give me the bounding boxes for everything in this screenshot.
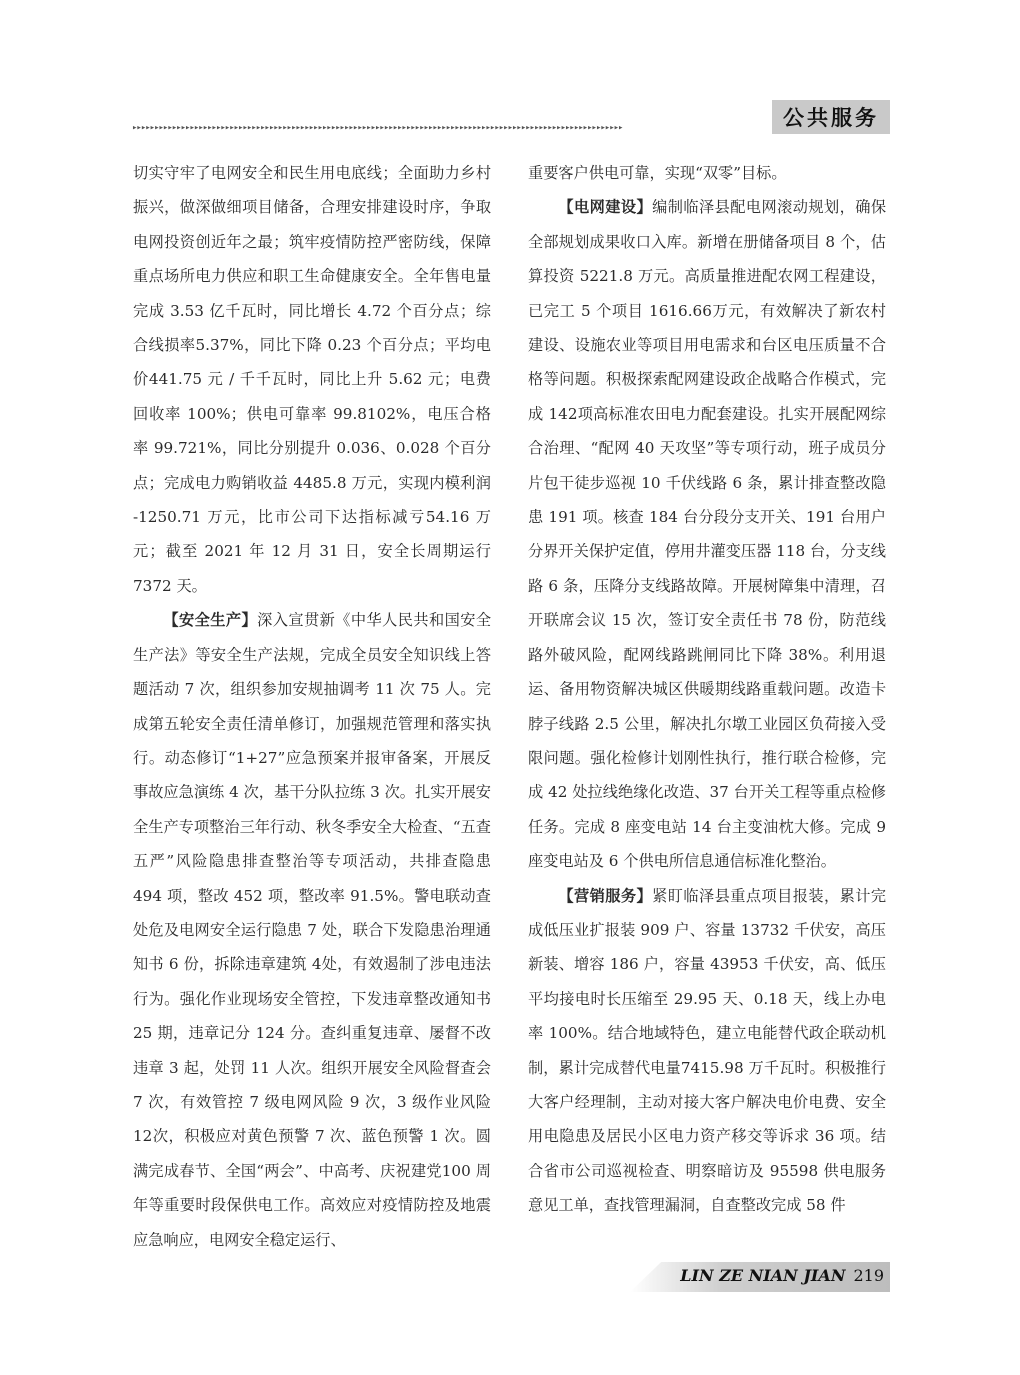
header-decorative-rule: ▸▸▸▸▸▸▸▸▸▸▸▸▸▸▸▸▸▸▸▸▸▸▸▸▸▸▸▸▸▸▸▸▸▸▸▸▸▸▸▸▸▸▸▸▸▸▸▸▸▸▸▸▸▸▸▸▸▸▸▸▸▸▸▸▸▸▸▸▸▸▸▸▸▸▸▸▸▸▸▸▸▸▸▸▸▸▸▸▸▸▸▸▸▸▸▸▸▸▸▸▸▸▸▸▸▸▸▸▸▸▸ — [132, 123, 623, 133]
section-tag-safety: 【安全生产】 — [163, 611, 258, 630]
section-title-tab: 公共服务 — [772, 100, 890, 134]
right-column — [528, 156, 886, 1223]
section-tag-marketing: 【营销服务】 — [558, 886, 653, 905]
paragraph-marketing-text: 紧盯临泽县重点项目报装，累计完成低压业扩报装 909 户、容量 13732 千伏安，高压新装、增容 186 户，容量 43953 千伏安，高、低压平均接电时长压缩至 29.95 天、0.18 天，线上办电率 100%。结合地域特色，建立电能替代政企联动机制，累计完成替代电量7415.98 万千瓦时。积极推行大客户经理制，主动对接大客户解决电价电费、安全用电隐患及居民小区电力资产移交等诉求 36 项。结合省市公司巡视检查、明察暗访及 95598 供电服务意见工单，查找管理漏洞，自查整改完成 58 件 — [528, 886, 887, 1215]
footer-text — [680, 1266, 884, 1285]
paragraph-continuation: 重要客户供电可靠，实现“双零”目标。 — [528, 164, 787, 182]
paragraph-grid-construction — [528, 190, 886, 878]
paragraph-safety-production — [133, 603, 491, 1257]
paragraph-safety-text: 深入宣贯新《中华人民共和国安全生产法》等安全生产法规，完成全员安全知识线上答题活动 7 次，组织参加安规抽调考 11 次 75 人。完成第五轮安全责任清单修订，加强规范管理和落实执行。动态修订“1+27”应急预案并报审备案，开展反事故应急演练 4 次，基干分队拉练 3 次。扎实开展安全生产专项整治三年行动、秋冬季安全大检查、“五查五严”风险隐患排查整治等专项活动，共排查隐患 494 项，整改 452 项，整改率 91.5%。警电联动查处危及电网安全运行隐患 7 处，联合下发隐患治理通知书 6 份，拆除违章建筑 4处，有效遏制了涉电违法行为。强化作业现场安全管控，下发违章整改通知书 25 期，违章记分 124 分。查纠重复违章、屡督不改违章 3 起，处罚 11 人次。组织开展安全风险督查会 7 次，有效管控 7 级电网风险 9 次，3 级作业风险 12次，积极应对黄色预警 7 次、蓝色预警 1 次。圆满完成春节、全国“两会”、中高考、庆祝建党100 周年等重要时段保供电工作。高效应对疫情防控及地震应急响应，电网安全稳定运行、 — [133, 611, 492, 1249]
paragraph-marketing-service — [528, 879, 886, 1223]
paragraph-grid-text: 编制临泽县配电网滚动规划，确保全部规划成果收口入库。新增在册储备项目 8 个，估算投资 5221.8 万元。高质量推进配农网工程建设，已完工 5 个项目 1616.66万元，有效解决了新农村建设、设施农业等项目用电需求和台区电压质量不合格等问题。积极探索配网建设政企战略合作模式，完成 142项高标准农田电力配套建设。扎实开展配网综合治理、“配网 40 天攻坚”等专项行动，班子成员分片包干徒步巡视 10 千伏线路 6 条，累计排查整改隐患 191 项。核查 184 台分段分支开关、191 台用户分界开关保护定值，停用井灌变压器 118 台，分支线路 6 条，压降分支线路故障。开展树障集中清理，召开联席会议 15 次，签订安全责任书 78 份，防范线路外破风险，配网线路跳闸同比下降 38%。利用退运、备用物资解决城区供暖期线路重载问题。改造卡脖子线路 2.5 公里，解决扎尔墩工业园区负荷接入受限问题。强化检修计划刚性执行，推行联合检修，完成 42 处拉线绝缘化改造、37 台开关工程等重点检修任务。完成 8 座变电站 14 台主变油枕大修。完成 9 座变电站及 6 个供电所信息通信标准化整治。 — [528, 198, 887, 871]
page-footer — [630, 1262, 890, 1292]
page-number: 219 — [853, 1266, 884, 1285]
section-tag-grid: 【电网建设】 — [558, 198, 653, 217]
paragraph-summary: 切实守牢了电网安全和民生用电底线；全面助力乡村振兴，做深做细项目储备，合理安排建设时序，争取电网投资创近年之最；筑牢疫情防控严密防线，保障重点场所电力供应和职工生命健康安全。全年售电量完成 3.53 亿千瓦时，同比增长 4.72 个百分点；综合线损率5.37%，同比下降 0.23 个百分点；平均电价441.75 元 / 千千瓦时，同比上升 5.62 元；电费回收率 100%；供电可靠率 99.8102%，电压合格率 99.721%，同比分别提升 0.036、0.028 个百分点；完成电力购销收益 4485.8 万元，实现内模利润 -1250.71 万元，比市公司下达指标减亏54.16 万元；截至 2021 年 12 月 31 日，安全长周期运行 7372 天。 — [133, 164, 491, 595]
left-column — [133, 156, 491, 1257]
journal-name: LIN ZE NIAN JIAN — [680, 1266, 846, 1285]
